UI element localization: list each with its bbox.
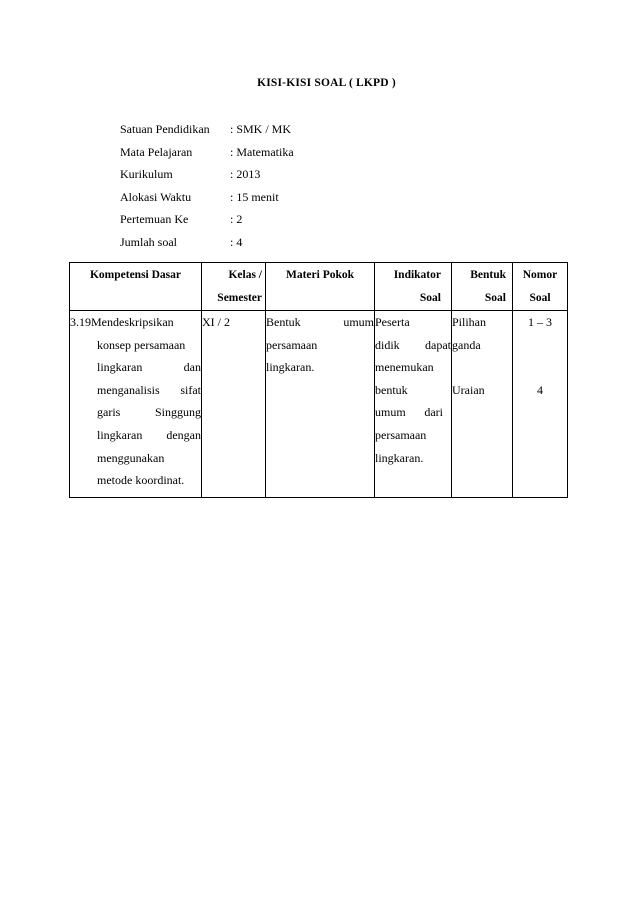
indikator-text: Peserta	[375, 315, 410, 329]
indikator-text: menemukan	[375, 360, 434, 375]
indikator-word: dari	[424, 405, 443, 420]
header-indikator-soal	[375, 263, 452, 311]
info-row-jumlah-soal	[120, 235, 294, 258]
bentuk-text: ganda	[452, 337, 481, 352]
header-text: Kompetensi Dasar	[89, 269, 182, 281]
cell-kompetensi-dasar	[70, 311, 202, 498]
info-value: : 4	[230, 234, 243, 249]
header-kompetensi-dasar	[70, 263, 202, 311]
cell-bentuk-soal	[452, 311, 513, 498]
nomor-text: 4	[537, 382, 543, 397]
header-text: Semester	[217, 292, 262, 304]
kd-word: sifat	[180, 382, 201, 397]
materi-text-line	[266, 311, 374, 334]
header-text: Bentuk	[470, 269, 506, 281]
kd-text: konsep persamaan	[97, 337, 186, 352]
kd-word: lingkaran	[97, 427, 143, 442]
spacer	[452, 356, 512, 379]
cell-kelas-semester	[202, 311, 266, 498]
cell-indikator-soal	[375, 311, 452, 498]
kd-word: garis	[97, 405, 121, 420]
info-label: Jumlah soal	[120, 234, 177, 249]
indikator-text-line	[375, 401, 451, 424]
header-materi-pokok	[266, 263, 375, 311]
table-row	[70, 311, 568, 498]
info-value: : Matematika	[230, 144, 294, 159]
kelas-value: XI / 2	[202, 315, 230, 329]
indikator-text: bentuk	[375, 382, 408, 397]
nomor-text: 1 – 3	[528, 315, 552, 329]
kd-text: menggunakan	[97, 450, 165, 465]
info-label: Mata Pelajaran	[120, 144, 193, 159]
info-row-alokasi-waktu	[120, 190, 294, 213]
info-value: : 2013	[230, 167, 261, 182]
kd-word: Singgung	[154, 405, 201, 420]
info-row-kurikulum	[120, 167, 294, 190]
header-text: Kelas /	[228, 269, 262, 281]
indikator-word: didik	[375, 337, 400, 352]
kd-word: menganalisis	[97, 382, 160, 397]
materi-word: Bentuk	[266, 315, 301, 329]
kd-text-line	[70, 401, 201, 424]
header-text: Soal	[484, 292, 506, 304]
info-value: : SMK / MK	[230, 122, 292, 136]
indikator-word: dapat	[425, 337, 451, 352]
info-block	[120, 122, 294, 258]
header-text: Materi Pokok	[285, 269, 355, 281]
indikator-text: persamaan	[375, 427, 427, 442]
kd-text: Mendeskripsikan	[91, 315, 174, 329]
kd-first-line	[70, 311, 201, 334]
info-value: : 15 menit	[230, 189, 279, 204]
kd-text-line	[70, 379, 201, 402]
header-kelas-semester	[202, 263, 266, 311]
kd-text-line	[70, 356, 201, 379]
materi-word: umum	[343, 315, 374, 329]
info-row-pertemuan-ke	[120, 212, 294, 235]
bentuk-text: Pilihan	[452, 315, 487, 329]
table-header-row	[70, 263, 568, 311]
info-label: Alokasi Waktu	[120, 189, 192, 204]
kd-word: dan	[183, 360, 201, 375]
info-value: : 2	[230, 212, 243, 227]
kisi-kisi-table	[69, 262, 568, 498]
indikator-text: lingkaran.	[375, 450, 424, 465]
spacer	[513, 356, 567, 379]
kd-text: metode koordinat.	[97, 473, 185, 488]
spacer	[513, 334, 567, 357]
materi-text: persamaan	[266, 337, 318, 352]
info-label: Kurikulum	[120, 167, 173, 182]
materi-text: lingkaran.	[266, 360, 315, 375]
cell-nomor-soal	[513, 311, 568, 498]
cell-materi-pokok	[266, 311, 375, 498]
document-title: KISI-KISI SOAL ( LKPD )	[257, 77, 396, 89]
info-label: Pertemuan Ke	[120, 212, 189, 227]
header-nomor-soal	[513, 263, 568, 311]
kd-number: 3.19	[70, 315, 91, 329]
kd-word: dengan	[166, 427, 201, 442]
header-text: Nomor	[522, 269, 558, 281]
kd-text-line	[70, 424, 201, 447]
info-row-satuan-pendidikan	[120, 122, 294, 145]
info-row-mata-pelajaran	[120, 145, 294, 168]
indikator-text-line	[375, 334, 451, 357]
header-text: Indikator	[393, 269, 441, 281]
bentuk-text: Uraian	[452, 382, 485, 397]
header-text: Soal	[529, 292, 551, 304]
header-text: Soal	[419, 292, 441, 304]
header-bentuk-soal	[452, 263, 513, 311]
info-label: Satuan Pendidikan	[120, 122, 210, 136]
kd-word: lingkaran	[97, 360, 143, 375]
indikator-word: umum	[375, 405, 406, 420]
